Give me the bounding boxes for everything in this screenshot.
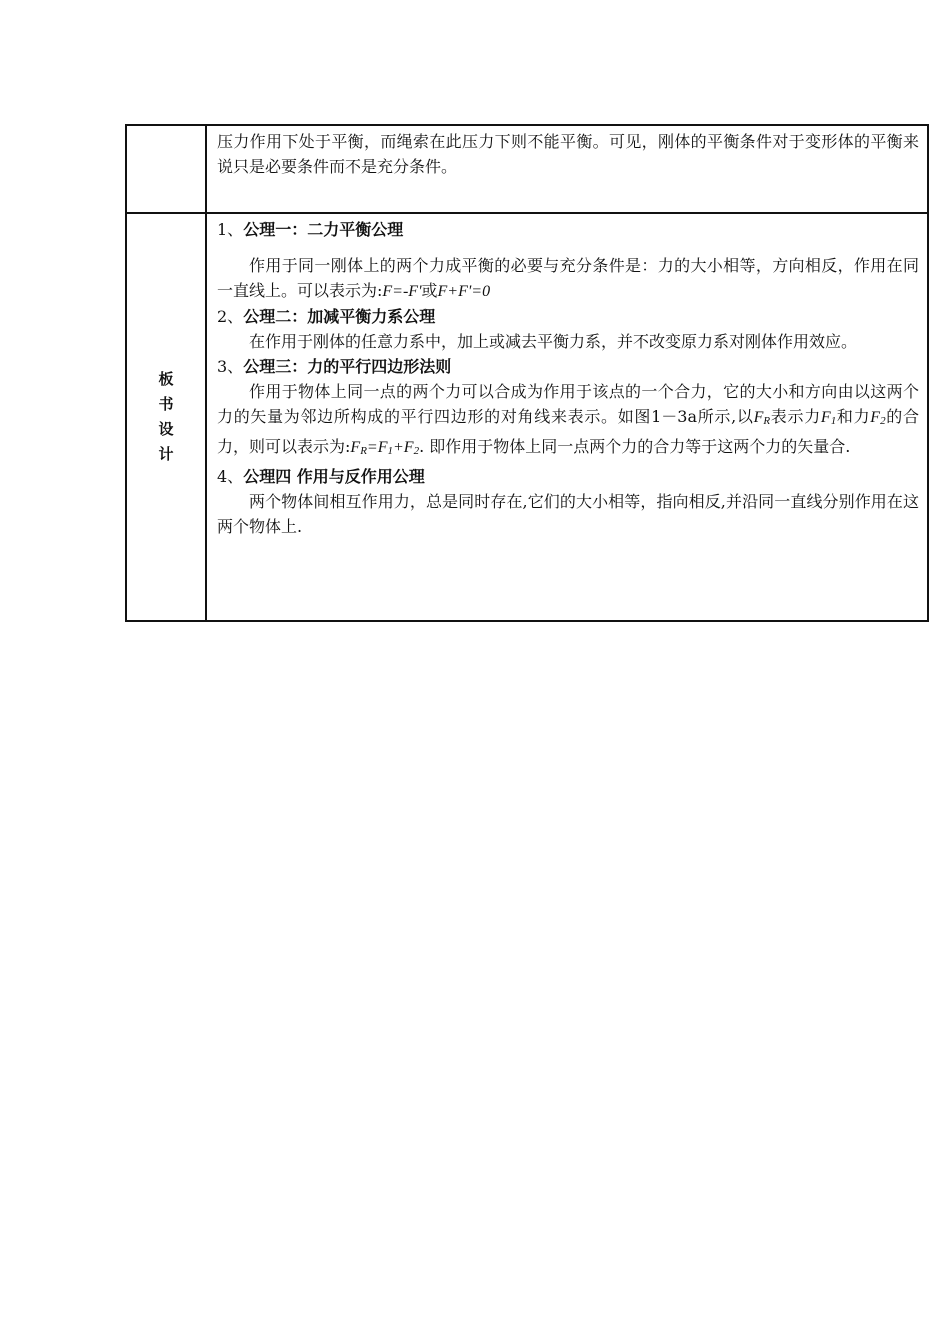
axiom-2-body: 在作用于刚体的任意力系中，加上或减去平衡力系，并不改变原力系对刚体作用效应。: [249, 332, 858, 351]
formula-f-equals-neg-f-prime: F=-F': [382, 283, 422, 300]
symbol-f-2: F2: [870, 409, 886, 427]
content-cell: [206, 125, 928, 213]
axiom-1-title: 公理一：二力平衡公理: [243, 220, 404, 239]
symbol-f-1: F1: [820, 409, 837, 427]
empty-label-cell: [126, 125, 206, 213]
axiom-4-heading: 4、公理四 作用与反作用公理: [217, 467, 425, 486]
axiom-4-title: 公理四 作用与反作用公理: [243, 467, 425, 486]
board-design-content-cell: [206, 213, 928, 621]
axiom-4-body: 两个物体间相互作用力，总是同时存在,它们的大小相等，指向相反,并沿同一直线分别作用在这两个物体上.: [217, 492, 919, 536]
axioms-list: [207, 214, 927, 539]
board-design-label-cell: [126, 213, 206, 621]
lesson-plan-table: [125, 124, 929, 622]
axiom-2-heading: 2、公理二：加减平衡力系公理: [217, 307, 436, 326]
top-row-text: 压力作用下处于平衡，而绳索在此压力下则不能平衡。可见，刚体的平衡条件对于变形体的平衡来说只是必要条件而不是充分条件。: [217, 132, 919, 176]
board-design-label: 板书设计: [158, 370, 174, 463]
formula-resultant: FR=F1+F2: [350, 439, 420, 457]
axiom-3-body: 作用于物体上同一点的两个力可以合成为作用于该点的一个合力，它的大小和方向由以这两个力的矢量为邻边所构成的平行四边形的对角线来表示。如图1－3a所示,以FR表示力F1和力F2的合力，则可以表示为:FR=F1+F2. 即作用于物体上同一点两个力的合力等于这两个力的矢量合.: [217, 382, 919, 457]
axiom-2-title: 公理二：加减平衡力系公理: [243, 307, 436, 326]
axiom-3-heading: 3、公理三：力的平行四边形法则: [217, 357, 452, 376]
formula-f-plus-f-prime-zero: F+F'=0: [437, 283, 491, 300]
table-row: [126, 213, 928, 621]
axiom-1-heading: 1、公理一：二力平衡公理: [217, 220, 404, 239]
axiom-3-title: 公理三：力的平行四边形法则: [243, 357, 452, 376]
axiom-1-body: 作用于同一刚体上的两个力成平衡的必要与充分条件是：力的大小相等，方向相反，作用在同一直线上。可以表示为:F=-F'或F+F'=0: [217, 256, 919, 300]
table-row: [126, 125, 928, 213]
symbol-f-r: FR: [753, 409, 771, 427]
